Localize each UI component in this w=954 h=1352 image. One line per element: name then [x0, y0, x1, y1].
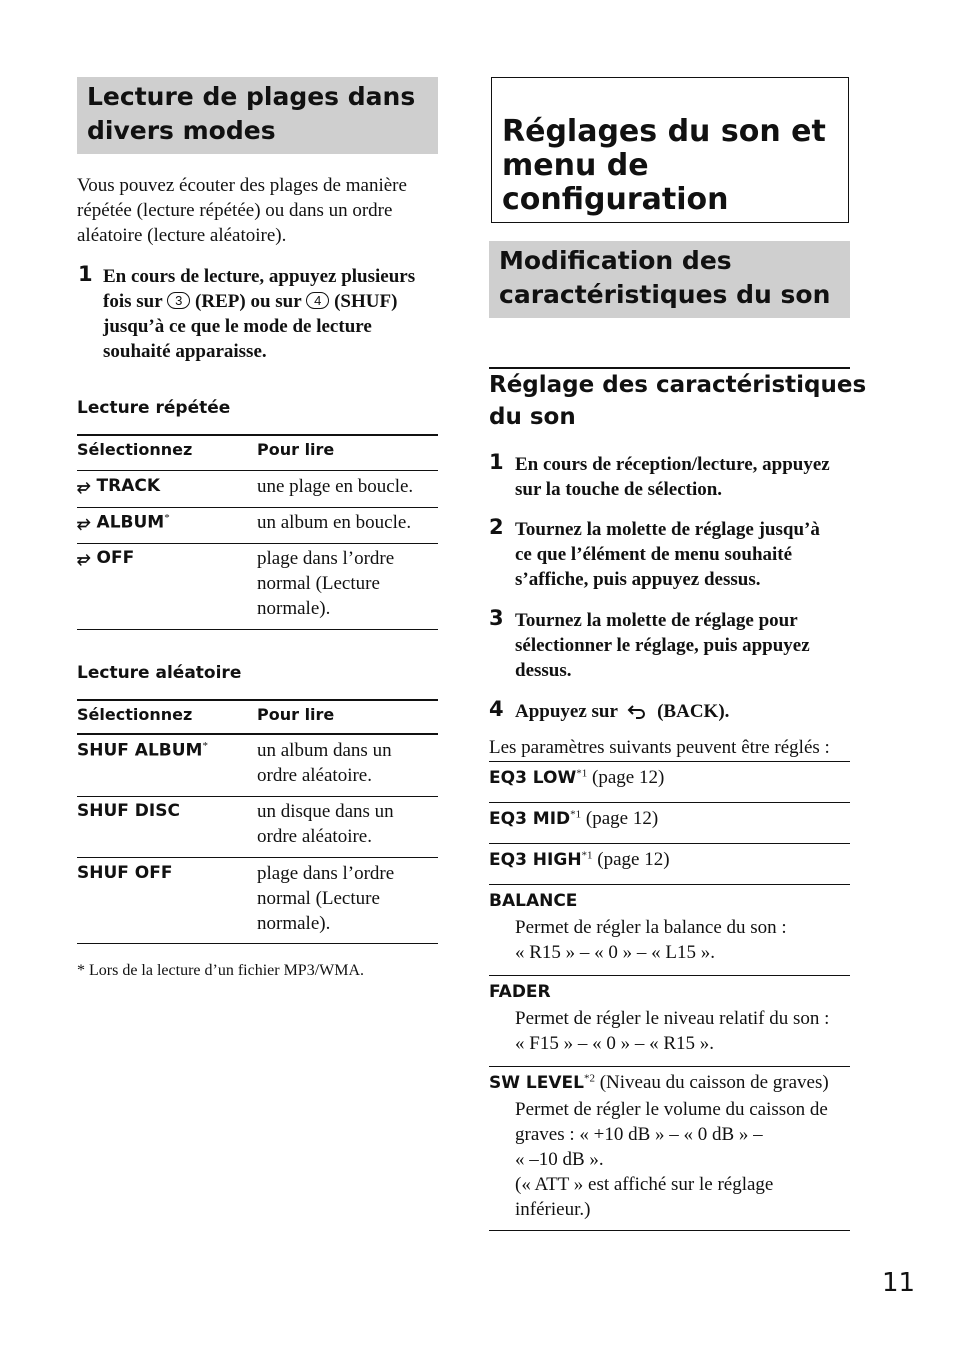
step-number: 3: [489, 606, 504, 630]
step-number: 1: [489, 450, 504, 474]
setting-value: (page 12): [581, 808, 659, 829]
setting-balance: BALANCE: [489, 891, 578, 911]
setting-value: (Niveau du caisson de graves): [594, 1072, 829, 1093]
col-header-play: Pour lire: [257, 440, 335, 459]
button-3-icon: 3: [167, 292, 190, 309]
value-line: ordre aléatoire.: [257, 765, 372, 786]
value-line: ordre aléatoire.: [257, 826, 372, 847]
step-text: [103, 264, 443, 364]
step-word: (REP) ou sur: [195, 291, 302, 312]
description-line: Permet de régler le niveau relatif du son :: [515, 1008, 830, 1029]
intro-line: aléatoire (lecture aléatoire).: [77, 225, 287, 246]
description-line: (« ATT » est affiché sur le réglage: [515, 1174, 774, 1195]
repeat-icon: ⥂: [77, 548, 91, 568]
description-line: « F15 » – « 0 » – « R15 ».: [515, 1033, 714, 1054]
value-line: normal (Lecture: [257, 888, 380, 909]
footnote-marker: *: [164, 512, 170, 524]
table-row-key: [77, 548, 134, 568]
subsection-heading-line: du son: [489, 404, 576, 430]
table-row-key: [77, 740, 208, 761]
step-word: fois sur: [103, 291, 163, 312]
col-header-select: Sélectionnez: [77, 705, 193, 724]
step-text: [515, 517, 855, 592]
step-line: En cours de réception/lecture, appuyez: [515, 454, 830, 475]
step-number: 1: [78, 262, 93, 286]
step-line: sélectionner le réglage, puis appuyez: [515, 635, 810, 656]
setting-description: [515, 915, 855, 965]
table-row-value: [257, 861, 437, 936]
step-line: ce que l’élément de menu souhaité: [515, 544, 793, 565]
description-line: inférieur.): [515, 1199, 591, 1220]
table-row-value: [257, 799, 437, 849]
description-line: Permet de régler la balance du son :: [515, 917, 787, 938]
divider: [489, 975, 850, 976]
step-line: dessus.: [515, 660, 572, 681]
table-row-value: [257, 738, 437, 788]
repeat-icon: ⥂: [77, 476, 91, 496]
step-number: 4: [489, 697, 504, 721]
setting-fader: FADER: [489, 982, 551, 1002]
setting-key: EQ3 HIGH: [489, 850, 582, 870]
table-row-key: [77, 476, 160, 496]
table-row-key: [77, 863, 172, 883]
table-row-value: [257, 546, 437, 621]
row-key-text: SHUF ALBUM: [77, 740, 203, 761]
divider: [77, 629, 438, 630]
step-text: [515, 452, 855, 502]
value-line: normale).: [257, 598, 331, 619]
description-line: « –10 dB ».: [515, 1149, 604, 1170]
divider: [489, 884, 850, 885]
value-line: un album dans un: [257, 740, 392, 761]
footnote: * Lors de la lecture d’un fichier MP3/WMA.: [77, 962, 365, 979]
divider: [77, 733, 438, 735]
table-row-value: une plage en boucle.: [257, 476, 414, 497]
setting-value: (page 12): [587, 767, 665, 788]
section-heading-line: caractéristiques du son: [499, 280, 831, 309]
value-line: normale).: [257, 913, 331, 934]
step-line: Tournez la molette de réglage pour: [515, 610, 798, 631]
left-heading-line1: Lecture de plages dans: [87, 82, 416, 111]
subsection-heading-line: Réglage des caractéristiques: [489, 372, 867, 398]
setting-key: EQ3 MID: [489, 809, 571, 829]
step-line: souhaité apparaisse.: [103, 341, 267, 362]
setting-description: [515, 1097, 855, 1222]
value-line: un disque dans un: [257, 801, 394, 822]
setting-sw-level: [489, 1072, 829, 1094]
setting-value: (page 12): [592, 849, 670, 870]
value-line: normal (Lecture: [257, 573, 380, 594]
repeat-icon: ⥂: [77, 512, 91, 533]
value-line: plage dans l’ordre: [257, 863, 395, 884]
back-arrow-icon: [626, 703, 648, 719]
footnote-marker: *1: [570, 808, 582, 821]
step-line: [103, 289, 443, 314]
chapter-title-line: menu de: [502, 148, 649, 183]
step-line: sur la touche de sélection.: [515, 479, 723, 500]
row-key-text: OFF: [96, 548, 135, 568]
footnote-marker: *1: [581, 849, 593, 862]
divider: [77, 943, 438, 944]
divider: [77, 434, 438, 436]
col-header-play: Pour lire: [257, 705, 335, 724]
footnote-marker: *2: [583, 1072, 595, 1085]
value-line: plage dans l’ordre: [257, 548, 395, 569]
row-key-text: SHUF DISC: [77, 801, 180, 821]
setting-key: EQ3 LOW: [489, 768, 577, 788]
row-key-text: ALBUM: [96, 512, 165, 533]
step-line: En cours de lecture, appuyez plusieurs: [103, 266, 416, 287]
chapter-title-box: [491, 77, 849, 223]
table-row-value: un album en boucle.: [257, 512, 412, 533]
setting-eq3-high: [489, 849, 670, 871]
chapter-title-line: configuration: [502, 182, 729, 217]
repeat-table-title: Lecture répétée: [77, 398, 231, 418]
setting-eq3-low: [489, 767, 664, 789]
table-row-key: [77, 801, 180, 821]
section-heading-box: [489, 241, 850, 318]
button-4-icon: 4: [306, 292, 329, 309]
step-line: Tournez la molette de réglage jusqu’à: [515, 519, 820, 540]
step-word: (SHUF): [334, 291, 398, 312]
col-header-select: Sélectionnez: [77, 440, 193, 459]
divider: [489, 802, 850, 803]
step-word: (BACK).: [657, 701, 730, 722]
section-heading-line: Modification des: [499, 246, 732, 275]
step-line: jusqu’à ce que le mode de lecture: [103, 316, 372, 337]
left-heading-box: [77, 77, 438, 154]
step-text: [515, 699, 855, 724]
step-text: [515, 608, 855, 683]
description-line: Permet de régler le volume du caisson de: [515, 1099, 828, 1120]
left-intro: [77, 173, 407, 248]
setting-description: [515, 1006, 855, 1056]
chapter-title-line: Réglages du son et: [502, 114, 826, 149]
footnote-marker: *: [202, 740, 208, 752]
divider: [489, 843, 850, 844]
step-number: 2: [489, 515, 504, 539]
setting-eq3-mid: [489, 808, 658, 830]
left-heading-line2: divers modes: [87, 116, 276, 145]
row-key-text: TRACK: [96, 476, 161, 496]
step-word: Appuyez sur: [515, 701, 618, 722]
divider: [77, 857, 438, 858]
divider: [77, 507, 438, 508]
row-key-text: SHUF OFF: [77, 863, 173, 883]
divider: [489, 1230, 850, 1231]
intro-line: Vous pouvez écouter des plages de manière: [77, 175, 407, 196]
description-line: graves : « +10 dB » – « 0 dB » –: [515, 1124, 763, 1145]
divider: [77, 470, 438, 471]
divider: [77, 699, 438, 701]
intro-line: répétée (lecture répétée) ou dans un ordre: [77, 200, 393, 221]
divider: [489, 761, 850, 762]
setting-key: SW LEVEL: [489, 1073, 584, 1093]
shuffle-table-title: Lecture aléatoire: [77, 663, 242, 683]
divider: [489, 1066, 850, 1067]
page-number: 11: [882, 1268, 916, 1298]
footnote-marker: *1: [576, 767, 588, 780]
step-line: s’affiche, puis appuyez dessus.: [515, 569, 761, 590]
params-intro: Les paramètres suivants peuvent être réglés :: [489, 737, 830, 758]
divider: [489, 367, 850, 369]
table-row-key: [77, 512, 170, 533]
divider: [77, 543, 438, 544]
description-line: « R15 » – « 0 » – « L15 ».: [515, 942, 716, 963]
divider: [77, 796, 438, 797]
